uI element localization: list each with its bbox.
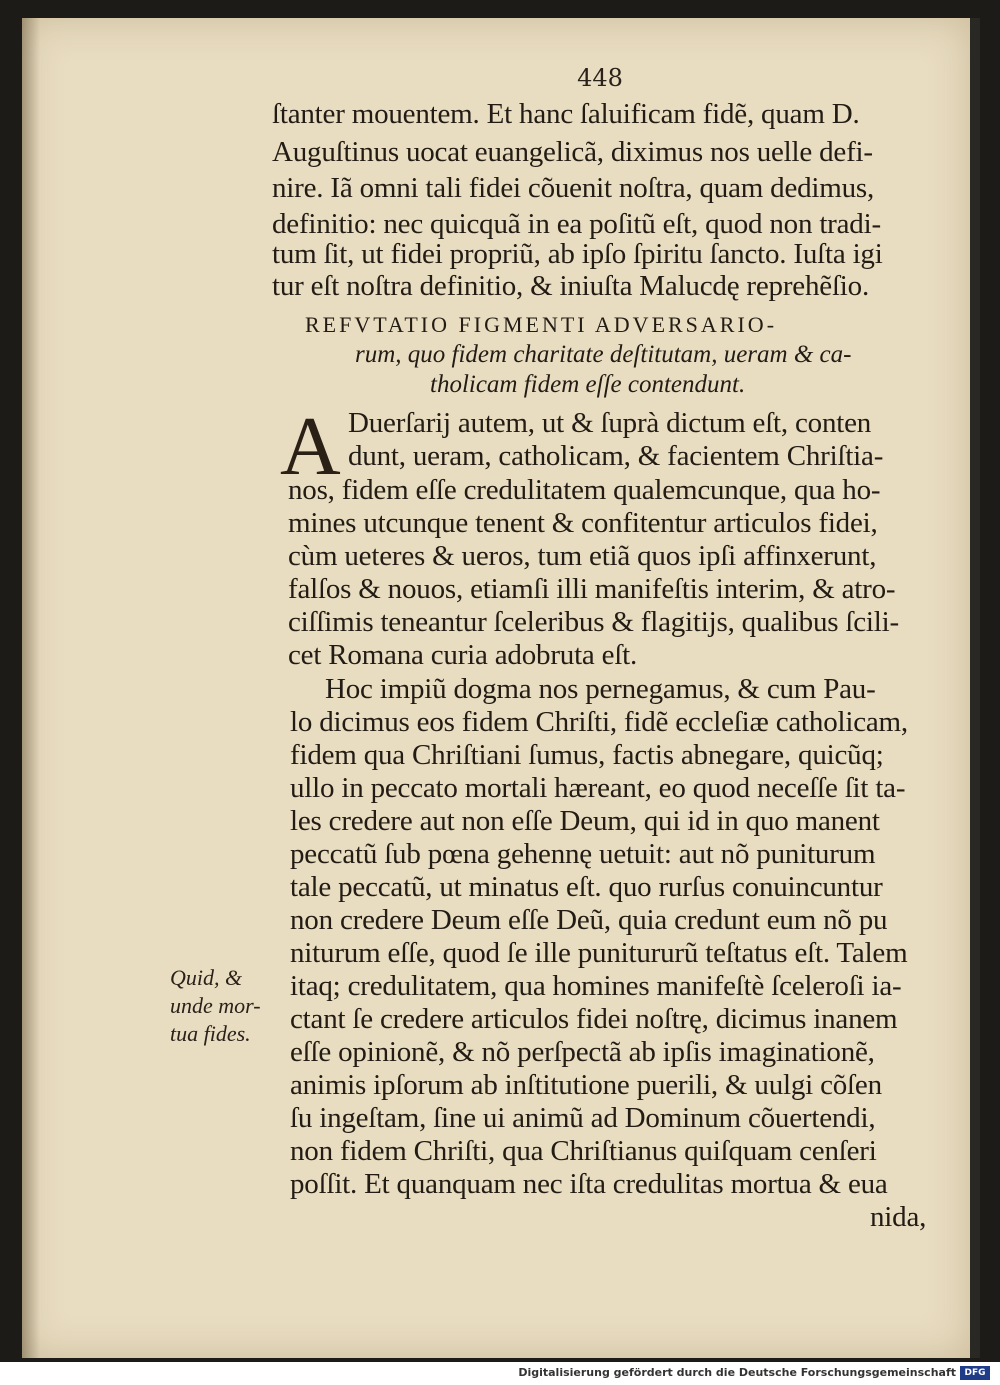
text-line: fidem qua Chriſtiani ſumus, factis abnegare, quicũq; [290,739,884,771]
catchword: nida, [870,1201,927,1233]
text-line: ctant ſe credere articulos fidei noſtrę, dicimus inanem [290,1003,898,1035]
text-line: tum ſit, ut fidei propriũ, ab ipſo ſpiritu ſancto. Iuſta igi [272,238,883,270]
text-line: cet Romana curia adobruta eſt. [288,639,638,671]
text-line: ſtanter mouentem. Et hanc ſaluificam fidẽ, quam D. [272,98,860,130]
section-subheading: tholicam fidem eſſe contendunt. [430,371,746,398]
text-line: ſu ingeſtam, ſine ui animũ ad Dominum cõuertendi, [290,1102,876,1134]
drop-initial: A [280,400,341,493]
text-line: Duerſarij autem, ut & ſuprà dictum eſt, conten [348,407,872,439]
text-line: lo dicimus eos fidem Chriſti, fidẽ eccleſiæ catholicam, [290,706,908,738]
marginal-note: Quid, & [170,965,243,990]
marginal-note: unde mor- [170,993,261,1018]
text-line: dunt, ueram, catholicam, & facientem Chriſtia- [348,440,884,472]
page-edge [970,18,980,1358]
text-line: definitio: nec quicquã in ea poſitũ eſt, quod non tradi- [272,208,881,240]
text-line: tale peccatũ, ut minatus eſt. quo rurſus conuincuntur [290,871,883,903]
text-line: ciſſimis teneantur ſceleribus & flagitijs, qualibus ſcili- [288,606,899,638]
text-line: cùm ueteres & ueros, tum etiã quos ipſi affinxerunt, [288,540,877,572]
text-line: non fidem Chriſti, qua Chriſtianus quiſquam cenſeri [290,1135,877,1167]
page-gutter-shadow [22,18,40,1358]
text-line: ullo in peccato mortali hæreant, eo quod neceſſe ſit ta- [290,772,906,804]
text-line: itaq; credulitatem, qua homines manifeſtè ſceleroſi ia- [290,970,902,1002]
footer-bar [0,1362,1000,1385]
text-line: non credere Deum eſſe Deũ, quia credunt eum nõ pu [290,904,888,936]
marginal-note: tua fides. [170,1021,251,1046]
text-line: poſſit. Et quanquam nec iſta credulitas mortua & eua [290,1168,888,1200]
text-line: eſſe opinionẽ, & nõ perſpectã ab ipſis imaginationẽ, [290,1036,875,1068]
text-line: les credere aut non eſſe Deum, qui id in quo manent [290,805,880,837]
dfg-logo-icon: DFG [960,1366,990,1380]
page-number: 448 [577,64,623,92]
text-line: nire. Iã omni tali fidei cõuenit noſtra, quam dedimus, [272,172,875,204]
section-subheading: rum, quo fidem charitate deſtitutam, ueram & ca- [355,341,852,368]
section-heading: REFVTATIO FIGMENTI ADVERSARIO- [305,312,778,337]
text-line: tur eſt noſtra definitio, & iniuſta Malucdę reprehẽſio. [272,270,870,302]
text-line: falſos & nouos, etiamſi illi manifeſtis interim, & atro- [288,573,896,605]
text-line: mines utcunque tenent & confitentur articulos fidei, [288,507,878,539]
text-line: Hoc impiũ dogma nos pernegamus, & cum Pau- [325,673,876,705]
text-line: Auguſtinus uocat euangelicã, diximus nos uelle defi- [272,136,873,168]
text-line: animis ipſorum ab inſtitutione puerili, & uulgi cõſen [290,1069,882,1101]
footer-credit: Digitalisierung gefördert durch die Deutsche Forschungsgemeinschaft [518,1366,956,1379]
text-line: niturum eſſe, quod ſe ille punitururũ teſtatus eſt. Talem [290,937,908,969]
text-line: nos, fidem eſſe credulitatem qualemcunque, qua ho- [288,474,881,506]
text-line: peccatũ ſub pœna gehennę uetuit: aut nõ puniturum [290,838,876,870]
